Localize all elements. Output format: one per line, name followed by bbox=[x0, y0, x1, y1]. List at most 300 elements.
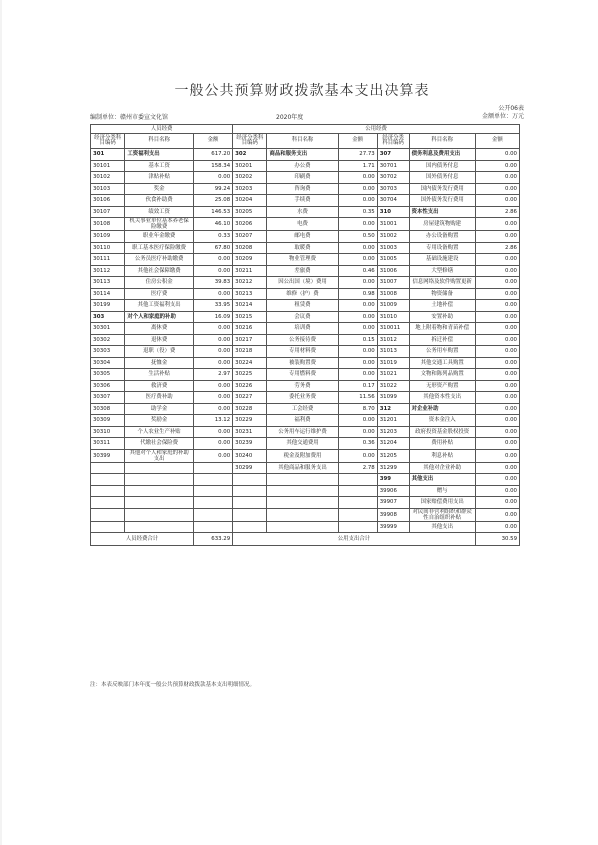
name-cell: 津贴补贴 bbox=[125, 172, 194, 184]
code-cell: 30302 bbox=[91, 334, 125, 346]
document-sheet bbox=[84, 70, 524, 700]
code-cell: 30114 bbox=[91, 288, 125, 300]
name-cell: 福利费 bbox=[267, 415, 338, 427]
code-cell bbox=[233, 497, 267, 509]
table-row bbox=[91, 346, 520, 358]
name-cell bbox=[267, 474, 338, 486]
name-cell: 退休费 bbox=[125, 334, 194, 346]
name-cell: 机关事业单位基本养老保险缴费 bbox=[125, 218, 194, 231]
code-cell: 307 bbox=[377, 149, 409, 161]
name-cell: 其他对企业补助 bbox=[409, 462, 475, 474]
table-row bbox=[91, 521, 520, 533]
amount-cell: 0.00 bbox=[475, 254, 519, 266]
amount-cell: 0.00 bbox=[193, 392, 232, 404]
name-cell: 国家赔偿费用支出 bbox=[409, 497, 475, 509]
name-cell: 公务员医疗补助缴费 bbox=[125, 254, 194, 266]
code-cell: 30209 bbox=[233, 254, 267, 266]
code-cell: 30702 bbox=[377, 172, 409, 184]
code-cell bbox=[91, 485, 125, 497]
amount-cell: 0.00 bbox=[338, 300, 377, 312]
code-cell: 301 bbox=[91, 149, 125, 161]
name-cell: 工会经费 bbox=[267, 403, 338, 415]
name-cell: 拆迁补偿 bbox=[409, 334, 475, 346]
name-cell: 无形资产购置 bbox=[409, 380, 475, 392]
name-cell: 劳务费 bbox=[267, 380, 338, 392]
code-cell: 31203 bbox=[377, 426, 409, 438]
name-cell: 租赁费 bbox=[267, 300, 338, 312]
table-row bbox=[91, 242, 520, 254]
code-cell: 30306 bbox=[91, 380, 125, 392]
code-cell: 31022 bbox=[377, 380, 409, 392]
name-cell: 政府投资基金股权投资 bbox=[409, 426, 475, 438]
amount-cell bbox=[338, 521, 377, 533]
table-row bbox=[91, 426, 520, 438]
name-cell: 基础设施建设 bbox=[409, 254, 475, 266]
name-cell: 专用材料费 bbox=[267, 346, 338, 358]
amount-cell: 0.00 bbox=[475, 474, 519, 486]
code-cell: 30299 bbox=[233, 462, 267, 474]
amount-cell: 0.00 bbox=[475, 300, 519, 312]
name-cell: 资本性支出 bbox=[409, 206, 475, 218]
name-cell: 对民间非营利组织和群众性自治组织补贴 bbox=[409, 508, 475, 521]
amount-cell bbox=[193, 462, 232, 474]
amount-cell: 0.00 bbox=[338, 311, 377, 323]
personnel-total-value: 633.29 bbox=[193, 533, 232, 546]
name-cell: 其他社会保障缴费 bbox=[125, 265, 194, 277]
code-cell: 30310 bbox=[91, 426, 125, 438]
amount-cell: 0.00 bbox=[475, 183, 519, 195]
amount-cell: 0.00 bbox=[475, 392, 519, 404]
name-cell: 公务用车运行维护费 bbox=[267, 426, 338, 438]
name-cell: 国内债务付息 bbox=[409, 160, 475, 172]
header-code: 经济分类科目编码 bbox=[377, 134, 409, 149]
code-cell bbox=[91, 521, 125, 533]
name-cell: 税金及附加费用 bbox=[267, 449, 338, 462]
name-cell: 奖励金 bbox=[125, 415, 194, 427]
code-cell: 30199 bbox=[91, 300, 125, 312]
amount-cell: 0.00 bbox=[475, 195, 519, 207]
amount-cell: 0.00 bbox=[475, 380, 519, 392]
amount-cell: 0.00 bbox=[193, 172, 232, 184]
code-cell: 30240 bbox=[233, 449, 267, 462]
amount-cell: 0.00 bbox=[193, 288, 232, 300]
name-cell: 退职（役）费 bbox=[125, 346, 194, 358]
name-cell: 土地补偿 bbox=[409, 300, 475, 312]
table-row bbox=[91, 206, 520, 218]
name-cell: 利息补贴 bbox=[409, 449, 475, 462]
name-cell: 维修（护）费 bbox=[267, 288, 338, 300]
amount-cell: 0.00 bbox=[475, 497, 519, 509]
amount-cell: 0.00 bbox=[338, 218, 377, 231]
name-cell bbox=[125, 521, 194, 533]
amount-cell: 0.00 bbox=[475, 218, 519, 231]
name-cell bbox=[125, 474, 194, 486]
amount-cell: 2.86 bbox=[475, 206, 519, 218]
table-row bbox=[91, 254, 520, 266]
code-cell: 31006 bbox=[377, 265, 409, 277]
code-cell: 31003 bbox=[377, 242, 409, 254]
code-cell: 30103 bbox=[91, 183, 125, 195]
table-row bbox=[91, 277, 520, 289]
table-row bbox=[91, 300, 520, 312]
name-cell: 办公设备购置 bbox=[409, 231, 475, 243]
name-cell: 其他工资福利支出 bbox=[125, 300, 194, 312]
amount-cell: 2.78 bbox=[338, 462, 377, 474]
amount-cell: 1.71 bbox=[338, 160, 377, 172]
name-cell: 因公出国（境）费用 bbox=[267, 277, 338, 289]
amount-cell: 0.98 bbox=[338, 288, 377, 300]
name-cell: 国外债务发行费用 bbox=[409, 195, 475, 207]
code-cell: 31205 bbox=[377, 449, 409, 462]
amount-cell: 0.00 bbox=[193, 449, 232, 462]
personnel-total-label: 人员经费合计 bbox=[91, 533, 194, 546]
name-cell: 差旅费 bbox=[267, 265, 338, 277]
amount-cell: 0.00 bbox=[475, 462, 519, 474]
amount-cell bbox=[338, 508, 377, 521]
code-cell: 312 bbox=[377, 403, 409, 415]
name-cell: 信息网络及软件购置更新 bbox=[409, 277, 475, 289]
amount-cell: 99.24 bbox=[193, 183, 232, 195]
amount-cell: 25.08 bbox=[193, 195, 232, 207]
name-cell: 电费 bbox=[267, 218, 338, 231]
code-cell: 30704 bbox=[377, 195, 409, 207]
name-cell: 物业管理费 bbox=[267, 254, 338, 266]
amount-cell: 0.00 bbox=[475, 288, 519, 300]
header-personnel: 人员经费 bbox=[91, 125, 233, 134]
name-cell: 其他支出 bbox=[409, 474, 475, 486]
code-cell bbox=[233, 474, 267, 486]
amount-cell: 0.00 bbox=[475, 323, 519, 335]
code-cell bbox=[91, 508, 125, 521]
name-cell bbox=[267, 521, 338, 533]
amount-cell bbox=[193, 497, 232, 509]
table-row bbox=[91, 485, 520, 497]
amount-cell: 0.00 bbox=[475, 265, 519, 277]
amount-cell: 33.95 bbox=[193, 300, 232, 312]
amount-cell: 0.00 bbox=[338, 426, 377, 438]
amount-cell: 0.00 bbox=[193, 334, 232, 346]
code-cell: 30207 bbox=[233, 231, 267, 243]
page-title: 一般公共预算财政拨款基本支出决算表 bbox=[174, 83, 430, 99]
header-row-groups bbox=[91, 125, 520, 134]
amount-cell: 46.10 bbox=[193, 218, 232, 231]
code-cell: 30202 bbox=[233, 172, 267, 184]
name-cell: 其他支出 bbox=[409, 521, 475, 533]
amount-cell: 0.00 bbox=[338, 183, 377, 195]
table-row bbox=[91, 288, 520, 300]
code-cell bbox=[91, 462, 125, 474]
code-cell: 30218 bbox=[233, 346, 267, 358]
amount-cell: 0.00 bbox=[193, 265, 232, 277]
name-cell: 离休费 bbox=[125, 323, 194, 335]
name-cell bbox=[125, 485, 194, 497]
name-cell: 职工基本医疗保险缴费 bbox=[125, 242, 194, 254]
code-cell: 31201 bbox=[377, 415, 409, 427]
table-row bbox=[91, 497, 520, 509]
header-amount: 金额 bbox=[338, 134, 377, 149]
amount-cell: 0.00 bbox=[475, 172, 519, 184]
name-cell: 抚恤金 bbox=[125, 357, 194, 369]
name-cell: 公务接待费 bbox=[267, 334, 338, 346]
amount-cell: 27.73 bbox=[338, 149, 377, 161]
amount-cell: 2.86 bbox=[475, 242, 519, 254]
amount-cell: 0.00 bbox=[475, 426, 519, 438]
code-cell: 30211 bbox=[233, 265, 267, 277]
amount-cell: 0.00 bbox=[193, 426, 232, 438]
name-cell: 房屋建筑物购建 bbox=[409, 218, 475, 231]
name-cell: 其他资本性支出 bbox=[409, 392, 475, 404]
name-cell: 咨询费 bbox=[267, 183, 338, 195]
name-cell: 对企业补助 bbox=[409, 403, 475, 415]
code-cell: 30101 bbox=[91, 160, 125, 172]
header-name: 科目名称 bbox=[125, 134, 194, 149]
amount-cell: 0.00 bbox=[193, 346, 232, 358]
name-cell: 费用补贴 bbox=[409, 438, 475, 450]
amount-cell: 158.34 bbox=[193, 160, 232, 172]
amount-cell: 11.56 bbox=[338, 392, 377, 404]
public-total-value: 30.59 bbox=[475, 533, 519, 546]
table-row bbox=[91, 415, 520, 427]
amount-cell bbox=[193, 485, 232, 497]
name-cell: 其他交通工具购置 bbox=[409, 357, 475, 369]
amount-cell: 0.00 bbox=[475, 231, 519, 243]
code-cell: 30212 bbox=[233, 277, 267, 289]
amount-cell: 0.35 bbox=[338, 206, 377, 218]
amount-cell: 0.00 bbox=[475, 277, 519, 289]
amount-cell bbox=[193, 521, 232, 533]
amount-cell: 0.00 bbox=[475, 369, 519, 381]
table-meta bbox=[482, 105, 524, 121]
amount-cell bbox=[338, 485, 377, 497]
amount-cell: 0.50 bbox=[338, 231, 377, 243]
name-cell: 工资福利支出 bbox=[125, 149, 194, 161]
code-cell: 39908 bbox=[377, 508, 409, 521]
amount-cell: 0.00 bbox=[475, 403, 519, 415]
amount-cell: 0.00 bbox=[475, 438, 519, 450]
name-cell: 个人农业生产补贴 bbox=[125, 426, 194, 438]
name-cell: 邮电费 bbox=[267, 231, 338, 243]
code-cell: 30214 bbox=[233, 300, 267, 312]
amount-cell: 0.00 bbox=[338, 369, 377, 381]
amount-cell: 0.00 bbox=[338, 323, 377, 335]
code-cell: 30201 bbox=[233, 160, 267, 172]
code-cell: 30309 bbox=[91, 415, 125, 427]
name-cell: 安置补助 bbox=[409, 311, 475, 323]
amount-cell: 0.00 bbox=[338, 242, 377, 254]
code-cell: 30109 bbox=[91, 231, 125, 243]
code-cell: 30224 bbox=[233, 357, 267, 369]
header-public: 公用经费 bbox=[233, 125, 520, 134]
table-row bbox=[91, 403, 520, 415]
table-number: 公开06表 bbox=[498, 105, 524, 112]
code-cell: 39906 bbox=[377, 485, 409, 497]
code-cell: 399 bbox=[377, 474, 409, 486]
amount-cell: 0.00 bbox=[475, 160, 519, 172]
code-cell: 30110 bbox=[91, 242, 125, 254]
code-cell bbox=[233, 508, 267, 521]
table-row bbox=[91, 172, 520, 184]
header-name: 科目名称 bbox=[409, 134, 475, 149]
name-cell: 生活补贴 bbox=[125, 369, 194, 381]
code-cell: 30113 bbox=[91, 277, 125, 289]
table-row bbox=[91, 380, 520, 392]
amount-cell: 0.00 bbox=[193, 380, 232, 392]
name-cell: 会议费 bbox=[267, 311, 338, 323]
code-cell: 30217 bbox=[233, 334, 267, 346]
amount-cell: 617.20 bbox=[193, 149, 232, 161]
table-row bbox=[91, 357, 520, 369]
name-cell: 医疗费 bbox=[125, 288, 194, 300]
name-cell: 大型修缮 bbox=[409, 265, 475, 277]
code-cell: 30225 bbox=[233, 369, 267, 381]
footnote: 注：本表反映部门本年度一般公共预算财政拨款基本支出明细情况。 bbox=[90, 682, 256, 688]
amount-cell: 0.00 bbox=[475, 149, 519, 161]
table-row bbox=[91, 449, 520, 462]
header-amount: 金额 bbox=[475, 134, 519, 149]
amount-cell: 0.00 bbox=[193, 357, 232, 369]
code-cell: 30307 bbox=[91, 392, 125, 404]
table-row bbox=[91, 218, 520, 231]
code-cell: 310011 bbox=[377, 323, 409, 335]
amount-cell: 8.70 bbox=[338, 403, 377, 415]
code-cell: 30112 bbox=[91, 265, 125, 277]
code-cell: 30701 bbox=[377, 160, 409, 172]
amount-cell: 0.33 bbox=[193, 231, 232, 243]
code-cell: 30229 bbox=[233, 415, 267, 427]
page-fold bbox=[0, 0, 2, 845]
expenditure-table bbox=[90, 124, 520, 546]
name-cell: 资本金注入 bbox=[409, 415, 475, 427]
amount-cell: 0.00 bbox=[338, 277, 377, 289]
public-total-label: 公用支出合计 bbox=[233, 533, 476, 546]
header-amount: 金额 bbox=[193, 134, 232, 149]
code-cell: 30107 bbox=[91, 206, 125, 218]
name-cell: 商品和服务支出 bbox=[267, 149, 338, 161]
code-cell: 30108 bbox=[91, 218, 125, 231]
name-cell: 助学金 bbox=[125, 403, 194, 415]
name-cell: 职业年金缴费 bbox=[125, 231, 194, 243]
code-cell: 31013 bbox=[377, 346, 409, 358]
amount-cell: 39.83 bbox=[193, 277, 232, 289]
amount-cell: 0.00 bbox=[475, 311, 519, 323]
name-cell: 代缴社会保险费 bbox=[125, 438, 194, 450]
amount-cell bbox=[338, 474, 377, 486]
table-row bbox=[91, 438, 520, 450]
table-row bbox=[91, 195, 520, 207]
name-cell: 债务利息及费用支出 bbox=[409, 149, 475, 161]
table-row bbox=[91, 265, 520, 277]
name-cell: 其他对个人和家庭的补助支出 bbox=[125, 449, 194, 462]
code-cell: 30215 bbox=[233, 311, 267, 323]
code-cell: 30303 bbox=[91, 346, 125, 358]
header-code: 经济分类科目编码 bbox=[233, 134, 267, 149]
name-cell: 文物和陈列品购置 bbox=[409, 369, 475, 381]
table-row bbox=[91, 474, 520, 486]
amount-cell: 0.00 bbox=[475, 508, 519, 521]
code-cell: 31002 bbox=[377, 231, 409, 243]
code-cell: 30311 bbox=[91, 438, 125, 450]
code-cell: 30102 bbox=[91, 172, 125, 184]
name-cell bbox=[125, 497, 194, 509]
code-cell bbox=[233, 521, 267, 533]
name-cell: 专用设备购置 bbox=[409, 242, 475, 254]
table-row bbox=[91, 462, 520, 474]
name-cell: 取暖费 bbox=[267, 242, 338, 254]
name-cell: 伙食补助费 bbox=[125, 195, 194, 207]
name-cell: 基本工资 bbox=[125, 160, 194, 172]
name-cell: 地上附着物和青苗补偿 bbox=[409, 323, 475, 335]
code-cell: 31009 bbox=[377, 300, 409, 312]
name-cell: 物资储备 bbox=[409, 288, 475, 300]
amount-cell: 0.36 bbox=[338, 438, 377, 450]
code-cell: 30227 bbox=[233, 392, 267, 404]
code-cell: 30226 bbox=[233, 380, 267, 392]
name-cell bbox=[267, 497, 338, 509]
code-cell bbox=[233, 485, 267, 497]
code-cell bbox=[91, 497, 125, 509]
name-cell: 国外债务付息 bbox=[409, 172, 475, 184]
code-cell: 30203 bbox=[233, 183, 267, 195]
name-cell: 对个人和家庭的补助 bbox=[125, 311, 194, 323]
code-cell: 30216 bbox=[233, 323, 267, 335]
code-cell: 30399 bbox=[91, 449, 125, 462]
code-cell: 303 bbox=[91, 311, 125, 323]
amount-cell: 0.00 bbox=[475, 415, 519, 427]
table-row bbox=[91, 323, 520, 335]
name-cell: 专用燃料费 bbox=[267, 369, 338, 381]
code-cell: 31008 bbox=[377, 288, 409, 300]
code-cell: 31299 bbox=[377, 462, 409, 474]
table-row bbox=[91, 160, 520, 172]
amount-cell: 0.17 bbox=[338, 380, 377, 392]
amount-cell: 13.12 bbox=[193, 415, 232, 427]
name-cell: 其他交通费用 bbox=[267, 438, 338, 450]
code-cell: 31007 bbox=[377, 277, 409, 289]
table-row bbox=[91, 183, 520, 195]
code-cell: 30308 bbox=[91, 403, 125, 415]
name-cell: 印刷费 bbox=[267, 172, 338, 184]
code-cell: 30111 bbox=[91, 254, 125, 266]
code-cell: 310 bbox=[377, 206, 409, 218]
amount-cell: 0.00 bbox=[475, 346, 519, 358]
table-row bbox=[91, 392, 520, 404]
code-cell bbox=[91, 474, 125, 486]
amount-cell bbox=[193, 508, 232, 521]
name-cell: 救济费 bbox=[125, 380, 194, 392]
header-row-columns bbox=[91, 134, 520, 149]
name-cell: 公务用车购置 bbox=[409, 346, 475, 358]
code-cell: 30301 bbox=[91, 323, 125, 335]
amount-cell: 0.00 bbox=[193, 323, 232, 335]
name-cell: 被装购置费 bbox=[267, 357, 338, 369]
amount-cell: 0.00 bbox=[338, 357, 377, 369]
amount-cell: 0.00 bbox=[338, 449, 377, 462]
code-cell: 30206 bbox=[233, 218, 267, 231]
amount-cell: 0.00 bbox=[475, 521, 519, 533]
header-code: 经济分类科目编码 bbox=[91, 134, 125, 149]
code-cell: 30205 bbox=[233, 206, 267, 218]
code-cell: 30231 bbox=[233, 426, 267, 438]
name-cell: 住房公积金 bbox=[125, 277, 194, 289]
code-cell: 31005 bbox=[377, 254, 409, 266]
money-unit: 金额单位：万元 bbox=[481, 113, 524, 120]
compiling-unit: 编制单位：赣州市委宣文化馆 bbox=[90, 114, 169, 121]
name-cell: 培训费 bbox=[267, 323, 338, 335]
amount-cell: 0.00 bbox=[193, 438, 232, 450]
table-row bbox=[91, 334, 520, 346]
name-cell: 委托业务费 bbox=[267, 392, 338, 404]
code-cell: 30304 bbox=[91, 357, 125, 369]
